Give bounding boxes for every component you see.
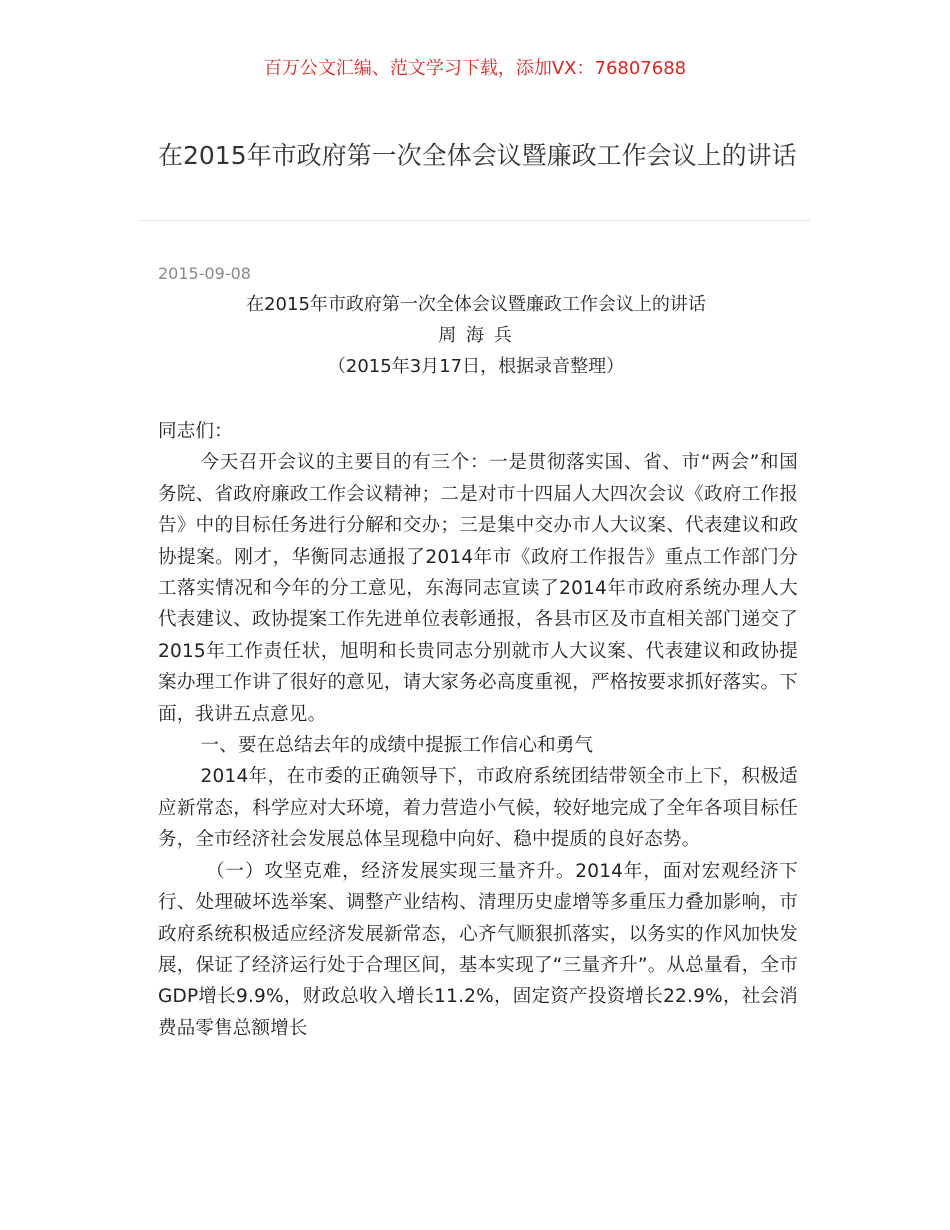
- paragraph: （一）攻坚克难，经济发展实现三量齐升。2014年，面对宏观经济下行、处理破坏选举案、调整产业结构、清理历史虚增等多重压力叠加影响，市政府系统积极适应经济发展新常态，心齐气顺狠抓落实，以务实的作风加快发展，保证了经济运行处于合理区间，基本实现了“三量齐升”。从总量看，全市GDP增长9.9%，财政总收入增长11.2%，固定资产投资增长22.9%，社会消费品零售总额增长: [158, 860, 798, 1039]
- paragraph: 今天召开会议的主要目的有三个：一是贯彻落实国、省、市“两会”和国务院、省政府廉政工作会议精神；二是对市十四届人大四次会议《政府工作报告》中的目标任务进行分解和交办；三是集中交办市人大议案、代表建议和政协提案。刚才，华衡同志通报了2014年市《政府工作报告》重点工作部门分工落实情况和今年的分工意见，东海同志宣读了2014年市政府系统办理人大代表建议、政协提案工作先进单位表彰通报，各县市区及市直相关部门递交了2015年工作责任状，旭明和长贵同志分别就市人大议案、代表建议和政协提案办理工作讲了很好的意见，请大家务必高度重视，严格按要求抓好落实。下面，我讲五点意见。: [158, 452, 798, 725]
- banner-text: 百万公文汇编、范文学习下载，添加VX：76807688: [263, 58, 687, 79]
- article-body: [158, 416, 798, 1044]
- speech-note: （2015年3月17日，根据录音整理）: [327, 356, 625, 377]
- article-heading: 在2015年市政府第一次全体会议暨廉政工作会议上的讲话: [246, 294, 706, 315]
- section-heading: 一、要在总结去年的成绩中提振工作信心和勇气: [200, 735, 594, 757]
- salutation: 同志们：: [158, 421, 233, 442]
- title-divider: [140, 220, 810, 221]
- paragraph: 2014年，在市委的正确领导下，市政府系统团结带领全市上下，积极适应新常态，科学应对大环境，着力营造小气候，较好地完成了全年各项目标任务，全市经济社会发展总体呈现稳中向好、稳中提质的良好态势。: [158, 766, 798, 851]
- speaker-name: 周 海 兵: [438, 325, 514, 346]
- page-title: 在2015年市政府第一次全体会议暨廉政工作会议上的讲话: [158, 141, 797, 170]
- publish-date: 2015-09-08: [158, 264, 251, 283]
